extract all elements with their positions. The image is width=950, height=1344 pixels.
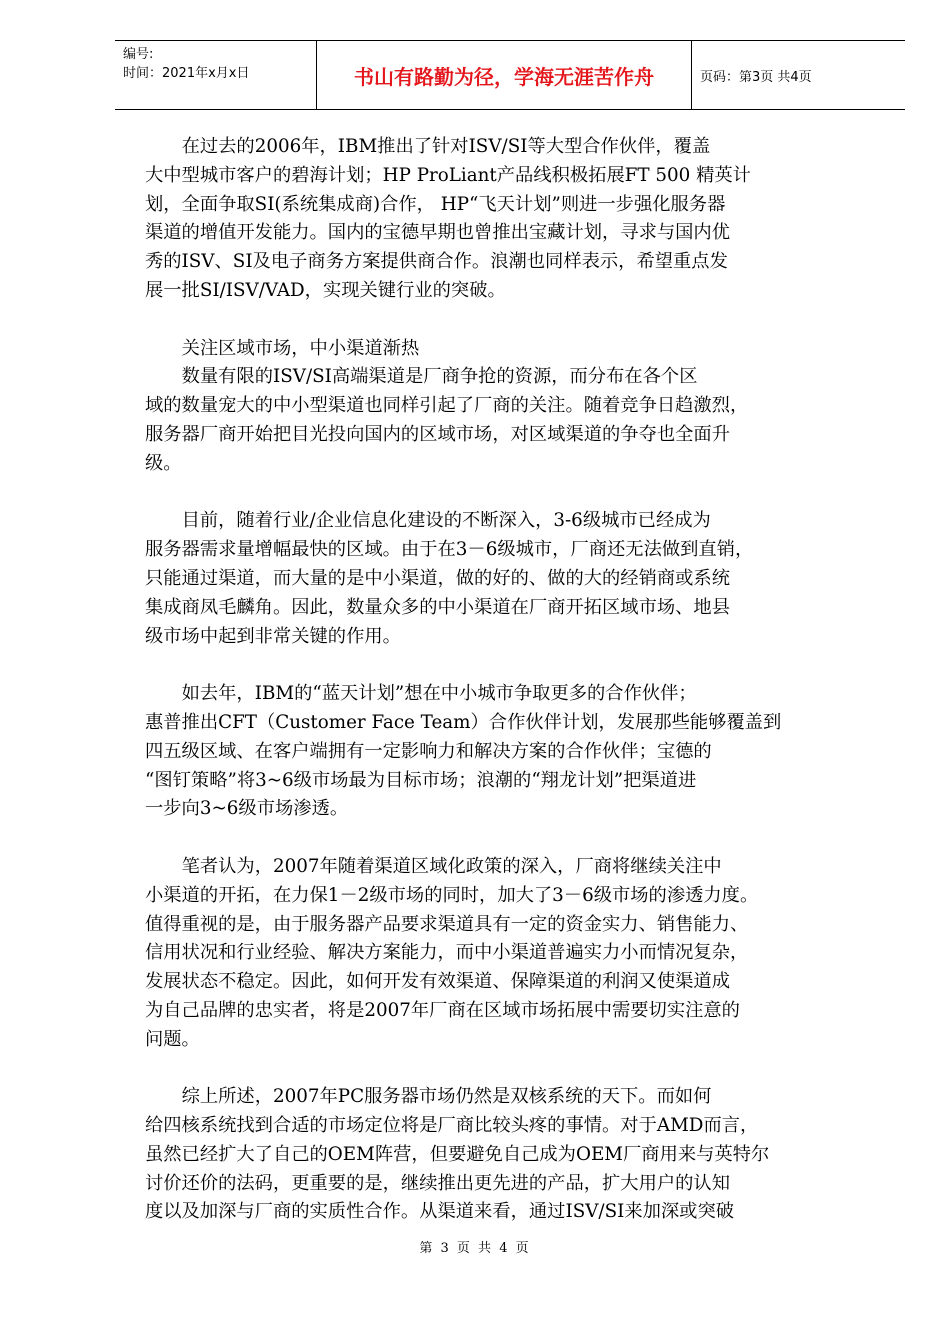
header-page-info: 页码：第3页 共4页 [700,69,812,85]
paragraph-2: 数量有限的ISV/SI高端渠道是厂商争抢的资源，而分布在各个区 域的数量宠大的中小型渠道也同样引起了厂商的关注。随着竞争日趋激烈， 服务器厂商开始把目光投向国内的区域市场，对区域渠道的争夺也全面升 级。 [145,366,749,474]
document-body [145,133,880,1227]
number-label: 编号: [123,47,154,62]
header-meta [115,41,316,109]
document-header [115,40,905,110]
paragraph-3: 目前，随着行业/企业信息化建设的不断深入，3-6级城市已经成为 服务器需求量增幅最快的区域。由于在3－6级城市，厂商还无法做到直销， 只能通过渠道，而大量的是中小渠道，做的好的、做的大的经销商或系统 集成商凤毛麟角。因此，数量众多的中小渠道在厂商开拓区域市场、地县 级市场中起到非常关键的作用。 [145,510,754,647]
paragraph-5: 笔者认为，2007年随着渠道区域化政策的深入，厂商将继续关注中 小渠道的开拓，在力保1－2级市场的同时，加大了3－6级市场的渗透力度。 值得重视的是，由于服务器产品要求渠道具有一定的资金实力、销售能力、 信用状况和行业经验、解决方案能力，而中小渠道普遍实力小而情况复杂， 发展状态不稳定。因此，如何开发有效渠道、保障渠道的利润又使渠道成 为自己品牌的忠实者，将是2007年厂商在区域市场拓展中需要切实注意的 问题。 [145,855,759,1050]
page-footer: 第 3 页 共 4 页 [419,1241,531,1256]
paragraph-4: 如去年，IBM的“蓝天计划”想在中小城市争取更多的合作伙伴； 惠普推出CFT（Customer Face Team）合作伙伴计划，发展那些能够覆盖到 四五级区域、在客户端拥有一定影响力和解决方案的合作伙伴；宝德的 “图钉策略”将3~6级市场最为目标市场；浪潮的“翔龙计划”把渠道进 一步向3~6级市场渗透。 [145,683,782,820]
time-label: 时间：2021年x月x日 [123,66,250,81]
section-heading: 关注区域市场，中小渠道渐热 [181,337,420,359]
header-motto: 书山有路勤为径，学海无涯苦作舟 [316,41,692,109]
paragraph-6: 综上所述，2007年PC服务器市场仍然是双核系统的天下。而如何 给四核系统找到合适的市场定位将是厂商比较头疼的事情。对于AMD而言， 虽然已经扩大了自己的OEM阵营，但要避免自己成为OEM厂商用来与英特尔 讨价还价的法码，更重要的是，继续推出更先进的产品，扩大用户的认知 度以及加深与厂商的实质性合作。从渠道来看，通过ISV/SI来加深或突破 [145,1086,770,1223]
paragraph-1: 在过去的2006年，IBM推出了针对ISV/SI等大型合作伙伴，覆盖 大中型城市客户的碧海计划；HP ProLiant产品线积极拓展FT 500 精英计 划，全面争取SI(系统集成商)合作， HP“飞天计划”则进一步强化服务器 渠道的增值开发能力。国内的宝德早期也曾推出宝藏计划，寻求与国内优 秀的ISV、SI及电子商务方案提供商合作。浪潮也同样表示，希望重点发 展一批SI/ISV/VAD，实现关键行业的突破。 [145,136,751,301]
